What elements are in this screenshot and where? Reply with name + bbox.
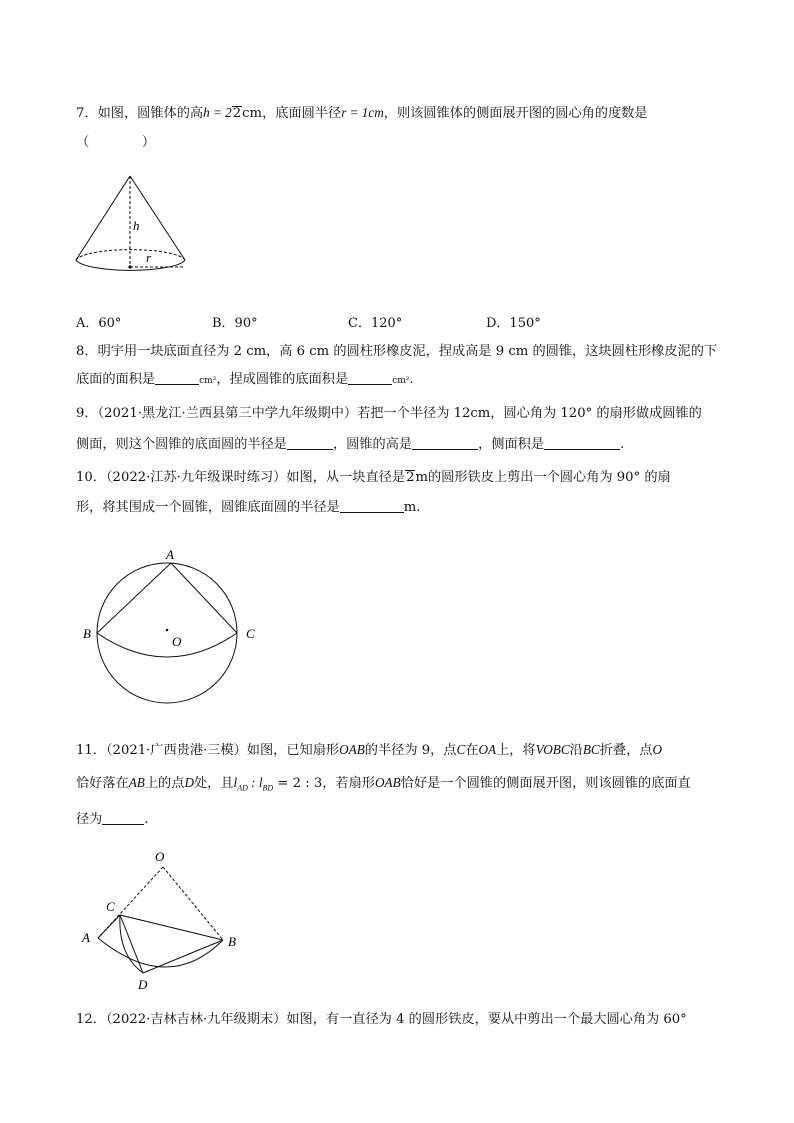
label-b: B [228,934,236,949]
q9-line2: 侧面，则这个圆锥的底面圆的半径是 ，圆锥的高是 ，侧面积是 . [76,437,625,452]
q11-line1: 11．（2021·广西贵港·三模）如图，已知扇形OAB的半径为 9，点C在OA上，将VOBC沿BC折叠，点O [76,742,662,758]
label-a: A [166,547,174,562]
q11-ob-dashed [163,867,223,940]
q9-line1: 9．（2021·黑龙江·兰西县第三中学九年级期中）若把一个半径为 12cm，圆心角为 120° 的扇形做成圆锥的 [76,406,702,421]
cone-left-edge [76,176,130,260]
cone-center-point [128,265,131,268]
label-c: C [106,899,115,914]
q8-line2: 底面的面积是 cm²，捏成圆锥的底面积是 cm². [76,372,414,387]
q11-arc-ab: AB [128,775,145,790]
q10-circle-figure [80,545,270,715]
q8-blank-2[interactable] [348,370,392,385]
q10-center-point [166,629,169,632]
q11-fold-figure [78,845,258,995]
label-o: O [172,634,182,649]
q7-line1: 7．如图，圆锥体的高h = 22cm，底面圆半径r = 1cm，则该圆锥体的侧面展开图的圆心角的度数是 [76,105,648,121]
label-h: h [133,218,140,233]
q10-line1: 10．（2022·江苏·九年级课时练习）如图，从一块直径是2m的圆形铁皮上剪出一个圆心角为 90° 的扇 [76,470,671,485]
label-o: O [155,849,165,864]
q7-answer-paren: （ ） [76,135,156,150]
q10-line2: 形，将其围成一个圆锥，圆锥底面圆的半径是 m. [76,500,421,515]
q9-blank-area[interactable] [544,435,620,450]
q8-line1: 8．明宇用一块底面直径为 2 cm，高 6 cm 的圆柱形橡皮泥，捏成高是 9 cm 的圆锥，这块圆柱形橡皮泥的下 [76,344,718,359]
label-r: r [146,250,152,265]
q7-r-expr: r = 1cm [341,105,384,120]
label-c: C [246,626,255,641]
q10-segment-ab [97,563,171,633]
q7-option-a[interactable]: A．60° [76,316,122,331]
q9-blank-radius[interactable] [287,435,333,450]
q7-cone-figure [70,168,210,278]
q7-option-c[interactable]: C．120° [348,316,403,331]
q7-option-d[interactable]: D．150° [486,316,541,331]
q11-db [143,940,223,973]
q8-blank-1[interactable] [155,370,199,385]
q7-sqrt: 2 [232,106,242,121]
q11-blank[interactable] [102,810,144,825]
q10-sector-arc [97,633,237,657]
q11-line3: 径为 . [76,812,149,827]
label-a: A [82,930,90,945]
q12-line1: 12．（2022·吉林吉林·九年级期末）如图，有一直径为 4 的圆形铁皮，要从中剪出一个最大圆心角为 60° [76,1012,687,1027]
q11-line2: 恰好落在AB上的点D处，且$l_{AD}$ : $l_{BD} = 2$ : 3，若扇形OAB恰好是一个圆锥的侧面展开图，则该圆锥的底面直 [76,775,691,793]
q11-arc-ab-shape [98,938,223,967]
q7-h-expr: h = 2 [203,105,232,120]
q10-circle [97,563,237,703]
q7-option-b[interactable]: B．90° [212,316,258,331]
q9-blank-height[interactable] [412,435,478,450]
q10-sqrt: 2 [406,470,415,485]
q11-cd [120,915,143,973]
q11-ac [98,915,120,938]
label-d: D [138,977,148,992]
q10-blank[interactable] [340,498,404,513]
label-b: B [83,626,91,641]
q11-cb [120,915,223,940]
